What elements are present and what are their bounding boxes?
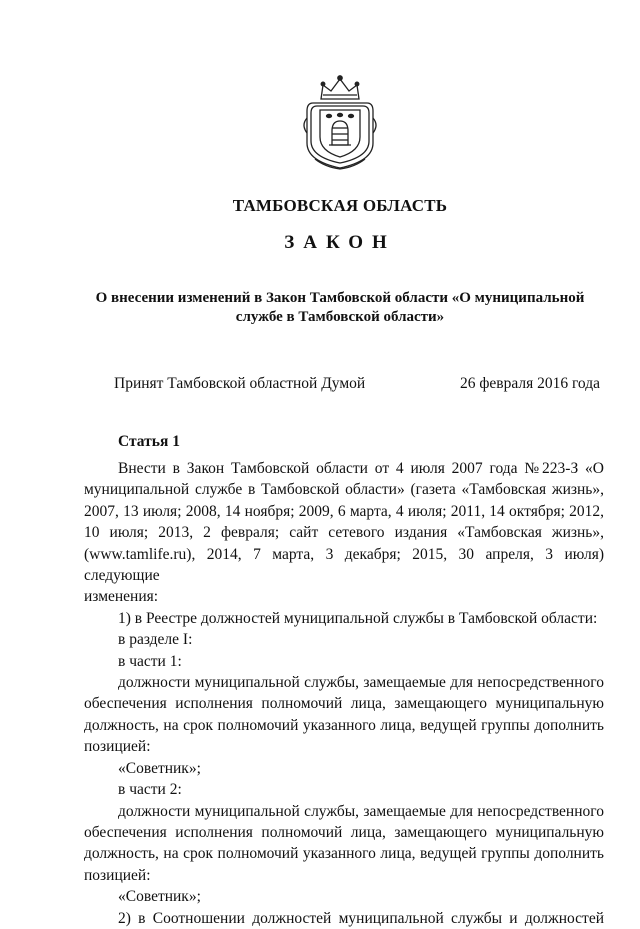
body-line: обеспечения исполнения полномочий лица, замещающего муниципальную: [84, 823, 604, 841]
law-title-line: О внесении изменений в Закон Тамбовской области «О муниципальной: [95, 290, 585, 306]
body-line: должности муниципальной службы, замещаемые для непосредственного: [118, 802, 604, 820]
region-heading: ТАМБОВСКАЯ ОБЛАСТЬ: [232, 196, 448, 215]
body-line: 2007, 13 июля; 2008, 14 ноября; 2009, 6 марта, 4 июля; 2011, 14 октября; 2012,: [84, 502, 604, 520]
adoption-date: 26 февраля 2016 года: [459, 375, 600, 392]
tambov-coat-of-arms-emblem: [299, 73, 381, 171]
body-line: в части 2:: [118, 781, 182, 799]
body-line: должности муниципальной службы, замещаемые для непосредственного: [118, 674, 604, 692]
law-title-line: службе в Тамбовской области»: [235, 309, 445, 325]
body-line: должность, на срок полномочий указанного лица, ведущей группы дополнить: [84, 716, 604, 734]
body-line: «Советник»;: [118, 759, 201, 777]
body-line: 10 июля; 2013, 2 февраля; сайт сетевого издания «Тамбовская жизнь»,: [84, 524, 604, 542]
body-line: позицией:: [84, 866, 151, 884]
body-line: в разделе I:: [118, 631, 193, 649]
article-body: [84, 458, 604, 929]
document-type-heading: ЗАКОН: [284, 232, 396, 253]
body-line: муниципальной службе в Тамбовской области» (газета «Тамбовская жизнь»,: [84, 481, 604, 499]
article-heading: Статья 1: [118, 433, 180, 450]
body-line: «Советник»;: [118, 888, 201, 906]
body-line: должность, на срок полномочий указанного лица, ведущей группы дополнить: [84, 845, 604, 863]
body-line: позицией:: [84, 738, 151, 756]
body-line: 1) в Реестре должностей муниципальной службы в Тамбовской области:: [118, 609, 598, 627]
body-line: изменения:: [84, 588, 159, 606]
law-title: [84, 289, 596, 327]
body-line: 2) в Соотношении должностей муниципальной службы и должностей: [118, 909, 604, 927]
body-line: Внести в Закон Тамбовской области от 4 июля 2007 года №223-З «О: [118, 460, 604, 477]
body-line: обеспечения исполнения полномочий лица, замещающего муниципальную: [84, 695, 604, 713]
body-line: (www.tamlife.ru), 2014, 7 марта, 3 декабря; 2015, 30 апреля, 3 июля) следующие: [84, 545, 604, 585]
body-line: в части 1:: [118, 652, 182, 670]
adoption-statement: Принят Тамбовской областной Думой: [114, 375, 366, 392]
